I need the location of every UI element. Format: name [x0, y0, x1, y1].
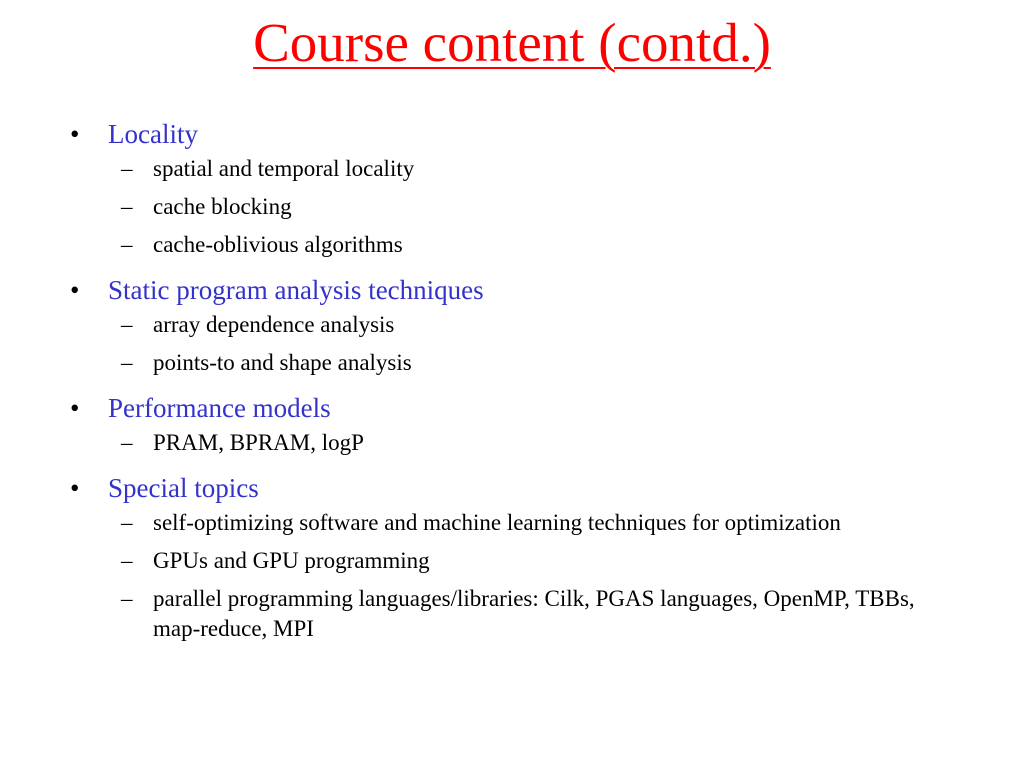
topic-label: Static program analysis techniques	[108, 275, 484, 305]
sub-item	[0, 546, 1024, 576]
dash-icon: –	[121, 430, 133, 455]
sub-item-text: spatial and temporal locality	[153, 156, 415, 181]
topic-list	[0, 114, 1024, 654]
topic-performance-models	[0, 388, 1024, 458]
sub-item-text: array dependence analysis	[153, 312, 395, 337]
sub-item	[0, 192, 1024, 222]
sub-item	[0, 310, 1024, 340]
sub-item-text: parallel programming languages/libraries: Cilk, PGAS languages, OpenMP, TBBs, map-reduce, MPI	[153, 586, 915, 641]
dash-icon: –	[121, 232, 133, 257]
dash-icon: –	[121, 548, 133, 573]
sub-list	[0, 154, 1024, 260]
sub-item	[0, 584, 1024, 644]
sub-item-text: self-optimizing software and machine learning techniques for optimization	[153, 510, 841, 535]
dash-icon: –	[121, 350, 133, 375]
slide-title: Course content (contd.)	[253, 12, 771, 73]
dash-icon: –	[121, 510, 133, 535]
sub-item	[0, 508, 1024, 538]
dash-icon: –	[121, 156, 133, 181]
sub-item-text: cache blocking	[153, 194, 292, 219]
topic-locality	[0, 114, 1024, 260]
topic-label: Special topics	[108, 473, 259, 503]
dash-icon: –	[121, 194, 133, 219]
sub-item-text: PRAM, BPRAM, logP	[153, 430, 364, 455]
bullet-icon: •	[70, 393, 80, 423]
topic-static-analysis	[0, 270, 1024, 378]
sub-item	[0, 230, 1024, 260]
sub-item-text: cache-oblivious algorithms	[153, 232, 403, 257]
sub-item	[0, 428, 1024, 458]
sub-list	[0, 310, 1024, 378]
sub-item	[0, 348, 1024, 378]
bullet-icon: •	[70, 119, 80, 149]
topic-label: Performance models	[108, 393, 331, 423]
topic-label: Locality	[108, 119, 198, 149]
sub-item-text: GPUs and GPU programming	[153, 548, 430, 573]
sub-item-text: points-to and shape analysis	[153, 350, 412, 375]
sub-list	[0, 428, 1024, 458]
bullet-icon: •	[70, 473, 80, 503]
topic-special-topics	[0, 468, 1024, 644]
sub-list	[0, 508, 1024, 644]
dash-icon: –	[121, 312, 133, 337]
bullet-icon: •	[70, 275, 80, 305]
dash-icon: –	[121, 586, 133, 611]
sub-item	[0, 154, 1024, 184]
